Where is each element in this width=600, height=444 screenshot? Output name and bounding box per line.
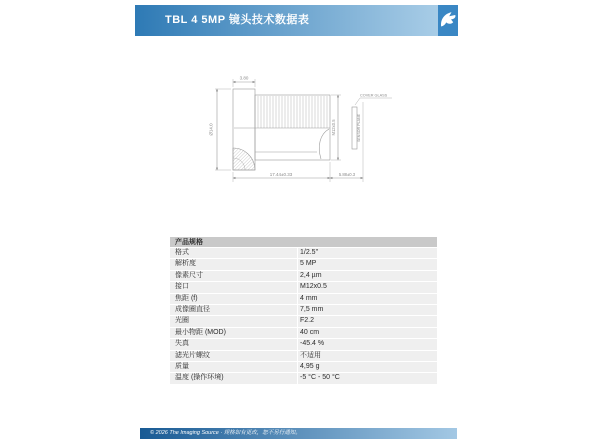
spec-row (170, 271, 437, 282)
spec-value: 4 mm (300, 294, 318, 302)
spec-value: -45.4 % (300, 340, 325, 348)
page-title: TBL 4 5MP 镜头技术数据表 (165, 14, 310, 26)
spec-label: 接口 (170, 282, 298, 292)
spec-value: 4,95 g (300, 362, 320, 370)
spec-label: 像素尺寸 (170, 271, 298, 281)
dim-length-label: 17.44±0.33 (269, 172, 293, 177)
lens-technical-drawing (200, 55, 400, 205)
spec-label: 焦距 (f) (170, 294, 298, 304)
footer-copyright: © 2026 The Imaging Source · 规格如有更改，恕不另行通知。 (150, 430, 301, 436)
dim-flange-label: 5.88±0.3 (338, 172, 356, 177)
spec-row (170, 282, 437, 293)
cover-glass-label: COVER GLASS (360, 93, 388, 98)
spec-label: 质量 (170, 362, 298, 372)
spec-value: F2.2 (300, 317, 315, 325)
bird-logo-icon (438, 5, 458, 36)
imaging-source-logo (438, 5, 458, 36)
spec-value: M12x0.5 (300, 283, 327, 291)
spec-label: 光圈 (170, 316, 298, 326)
spec-label: 最小物距 (MOD) (170, 328, 298, 338)
spec-row (170, 351, 437, 362)
dim-top-label: 3.80 (239, 75, 249, 81)
spec-row (170, 259, 437, 270)
dim-diameter-label: Ø14.0 (208, 123, 214, 136)
lens-barrel-outline (255, 95, 330, 160)
spec-table (170, 237, 437, 385)
section-hatch (233, 148, 255, 170)
spec-row (170, 248, 437, 259)
spec-value: 7,5 mm (300, 305, 324, 313)
spec-row (170, 305, 437, 316)
spec-value: 5 MP (300, 260, 317, 268)
spec-label: 格式 (170, 248, 298, 258)
footer-bar (140, 428, 457, 439)
spec-value: 1/2.5" (300, 249, 319, 256)
sensor-plane-label: SENSOR PLANE (357, 114, 361, 142)
spec-row (170, 373, 437, 384)
spec-label: 失真 (170, 339, 298, 349)
spec-row (170, 339, 437, 350)
spec-value: 40 cm (300, 328, 320, 336)
spec-value: 2,4 µm (300, 271, 322, 279)
header-bar (135, 5, 458, 36)
rear-lens-curve (319, 129, 329, 159)
spec-label: 解析度 (170, 259, 298, 269)
spec-rows (170, 248, 437, 385)
spec-value: 不适用 (300, 351, 321, 359)
spec-row (170, 294, 437, 305)
spec-table-title: 产品规格 (170, 237, 437, 248)
spec-row (170, 316, 437, 327)
dim-thread-label: M12x0.5 (331, 119, 336, 136)
knurl-lines (258, 96, 327, 128)
spec-row (170, 328, 437, 339)
spec-label: 温度 (操作环境) (170, 373, 298, 383)
spec-label: 滤光片螺纹 (170, 351, 298, 361)
spec-row (170, 362, 437, 373)
spec-label: 成像圈直径 (170, 305, 298, 315)
spec-value: -5 °C - 50 °C (300, 374, 340, 382)
